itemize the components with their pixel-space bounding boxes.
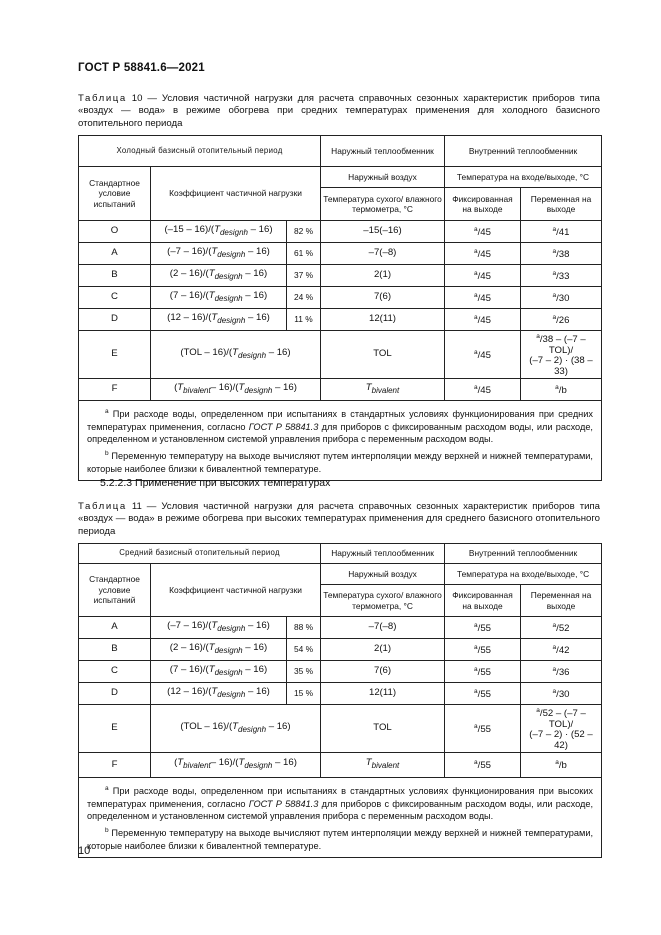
row-fixed-out: $^a$/55 — [445, 617, 521, 639]
row-coefficient: $(-7 - 16)/(T_{designh} - 16)$ — [151, 243, 287, 265]
row-air-temp: –15(–16) — [321, 221, 445, 243]
t10-note-a: $^a$ При расходе воды, определенном при испытаниях в стандартных условиях функционирования при средних температурах применения, согласно ГОСТ Р 58841.3 для приборов с фиксированным расходом воды, или расходе, определенном и установленном системой управления прибора с переменным расходом воды. — [87, 408, 593, 445]
row-air-temp: –7(–8) — [321, 617, 445, 639]
table10-caption-text: 10 — Условия частичной нагрузки для расчета справочных сезонных характеристик приборов типа «воздух — вода» в режиме обогрева при средних температурах применения для холодного базисного отопительного периода — [78, 93, 600, 129]
t11-row-f-var: $^a$/b — [521, 753, 602, 778]
t11-head-condition: Стандартное условие испытаний — [79, 564, 151, 617]
t11-head-variable: Переменная на выходе — [521, 585, 602, 617]
row-fixed-out: $^a$/45 — [445, 287, 521, 309]
t10-head-condition: Стандартное условие испытаний — [79, 167, 151, 221]
t11-head-inlet-outlet: Температура на входе/выходе, °С — [445, 564, 602, 585]
table11 — [78, 543, 602, 858]
row-fixed-out: $^a$/55 — [445, 639, 521, 661]
row-condition: B — [79, 265, 151, 287]
row-condition: O — [79, 221, 151, 243]
row-variable-out: $^a$/41 — [521, 221, 602, 243]
table-row — [79, 221, 602, 243]
t10-head-period: Холодный базисный отопительный период — [79, 136, 321, 167]
t11-head-period: Средний базисный отопительный период — [79, 544, 321, 564]
row-condition: D — [79, 309, 151, 331]
t10-row-e-air: TOL — [321, 331, 445, 379]
t10-row-e-cond: E — [79, 331, 151, 379]
t11-head-coef: Коэффициент частичной нагрузки — [151, 564, 321, 617]
table-row — [79, 753, 602, 778]
row-variable-out: $^a$/33 — [521, 265, 602, 287]
t11-notes — [79, 778, 602, 858]
row-percent: 54 % — [287, 639, 321, 661]
row-variable-out: $^a$/52 — [521, 617, 602, 639]
t11-row-e-fixed: $^a$/55 — [445, 705, 521, 753]
t10-head-outdoor-air: Наружный воздух — [321, 167, 445, 188]
table-row — [79, 331, 602, 379]
section-title: 5.2.2.3 Применение при высоких температурах — [100, 477, 331, 489]
t11-head-indoor-hx: Внутренний теплообменник — [445, 544, 602, 564]
row-condition: A — [79, 243, 151, 265]
table11-caption — [78, 501, 600, 538]
table11-caption-label: Таблица — [78, 501, 127, 512]
t11-head-dry-wet: Температура сухого/ влажного термометра, °С — [321, 585, 445, 617]
row-percent: 35 % — [287, 661, 321, 683]
t10-notes — [79, 401, 602, 481]
t10-row-f-air: $T_{bivalent}$ — [321, 379, 445, 401]
row-air-temp: 2(1) — [321, 639, 445, 661]
row-fixed-out: $^a$/45 — [445, 243, 521, 265]
table-row — [79, 661, 602, 683]
row-variable-out: $^a$/42 — [521, 639, 602, 661]
row-condition: C — [79, 661, 151, 683]
row-percent: 82 % — [287, 221, 321, 243]
t11-note-b: $^b$ Переменную температуру на выходе вычисляют путем интерполяции между верхней и нижней температурами, которые наиболее близки к бивалентной температуре. — [87, 827, 594, 851]
t10-head-coef: Коэффициент частичной нагрузки — [151, 167, 321, 221]
row-coefficient: $(7 - 16)/(T_{designh} - 16)$ — [151, 287, 287, 309]
table-row — [79, 379, 602, 401]
t11-head-outdoor-hx: Наружный теплообменник — [321, 544, 445, 564]
row-fixed-out: $^a$/55 — [445, 661, 521, 683]
row-fixed-out: $^a$/45 — [445, 221, 521, 243]
t11-row-f-cond: F — [79, 753, 151, 778]
page-number: 10 — [78, 845, 91, 857]
t10-row-e-var: $^a$/38 – (–7 – TOL)/ (–7 – 2) · (38 – 33) — [521, 331, 602, 379]
row-variable-out: $^a$/30 — [521, 683, 602, 705]
row-air-temp: 7(6) — [321, 287, 445, 309]
table-row — [79, 617, 602, 639]
t11-row-e-var: $^a$/52 – (–7 – TOL)/ (–7 – 2) · (52 – 42) — [521, 705, 602, 753]
table-row — [79, 683, 602, 705]
row-condition: A — [79, 617, 151, 639]
table-row — [79, 705, 602, 753]
t10-row-f-cond: F — [79, 379, 151, 401]
row-variable-out: $^a$/38 — [521, 243, 602, 265]
row-coefficient: $(12 - 16)/(T_{designh} - 16)$ — [151, 683, 287, 705]
t11-row-e-coef: $(TOL - 16)/(T_{designh} - 16)$ — [151, 705, 321, 753]
row-fixed-out: $^a$/45 — [445, 265, 521, 287]
row-percent: 11 % — [287, 309, 321, 331]
row-condition: B — [79, 639, 151, 661]
row-variable-out: $^a$/30 — [521, 287, 602, 309]
t10-row-f-var: $^a$/b — [521, 379, 602, 401]
row-air-temp: –7(–8) — [321, 243, 445, 265]
t11-row-f-coef: ($T_{bivalent}-$ $16)/(T_{designh} - 16)$ — [151, 753, 321, 778]
t10-note-b: $^b$ Переменную температуру на выходе вычисляют путем интерполяции между верхней и нижней температурами, которые наиболее близки к бивалентной температуре. — [87, 450, 593, 474]
t10-row-f-fixed: $^a$/45 — [445, 379, 521, 401]
row-condition: D — [79, 683, 151, 705]
t11-head-outdoor-air: Наружный воздух — [321, 564, 445, 585]
t10-row-e-fixed: $^a$/45 — [445, 331, 521, 379]
t10-row-e-coef: $(TOL - 16)/(T_{designh} - 16)$ — [151, 331, 321, 379]
row-coefficient: $(7 - 16)/(T_{designh} - 16)$ — [151, 661, 287, 683]
table-row — [79, 265, 602, 287]
row-variable-out: $^a$/36 — [521, 661, 602, 683]
row-coefficient: $(2 - 16)/(T_{designh} - 16)$ — [151, 639, 287, 661]
t11-head-fixed: Фиксированная на выходе — [445, 585, 521, 617]
row-condition: C — [79, 287, 151, 309]
t10-head-fixed: Фиксированная на выходе — [445, 188, 521, 221]
t11-row-e-air: TOL — [321, 705, 445, 753]
row-percent: 61 % — [287, 243, 321, 265]
row-coefficient: $(-15 - 16)/(T_{designh} - 16)$ — [151, 221, 287, 243]
row-air-temp: 12(11) — [321, 683, 445, 705]
t11-row-f-air: $T_{bivalent}$ — [321, 753, 445, 778]
t10-head-variable: Переменная на выходе — [521, 188, 602, 221]
table10-caption-label: Таблица — [78, 93, 127, 104]
t11-note-a: $^a$ При расходе воды, определенном при испытаниях в стандартных условиях функционирования при высоких температурах применения, согласно ГОСТ Р 58841.3 для приборов с фиксированным расходом воды, или расходе, определенном и установленном системой управления прибора с переменным расходом воды. — [87, 785, 594, 822]
t10-head-inlet-outlet: Температура на входе/выходе, °С — [445, 167, 602, 188]
row-percent: 37 % — [287, 265, 321, 287]
table-row — [79, 287, 602, 309]
table10 — [78, 135, 602, 481]
row-variable-out: $^a$/26 — [521, 309, 602, 331]
row-coefficient: $(12 - 16)/(T_{designh} - 16)$ — [151, 309, 287, 331]
t10-head-indoor-hx: Внутренний теплообменник — [445, 136, 602, 167]
table-row — [79, 639, 602, 661]
t11-row-f-fixed: $^a$/55 — [445, 753, 521, 778]
document-header: ГОСТ Р 58841.6—2021 — [78, 62, 205, 74]
row-coefficient: $(-7 - 16)/(T_{designh} - 16)$ — [151, 617, 287, 639]
t10-head-outdoor-hx: Наружный теплообменник — [321, 136, 445, 167]
row-coefficient: $(2 - 16)/(T_{designh} - 16)$ — [151, 265, 287, 287]
row-fixed-out: $^a$/55 — [445, 683, 521, 705]
row-air-temp: 7(6) — [321, 661, 445, 683]
t11-row-e-cond: E — [79, 705, 151, 753]
t10-row-f-coef: ($T_{bivalent}-$ $16)/(T_{designh} - 16)$ — [151, 379, 321, 401]
table10-caption — [78, 93, 600, 130]
row-air-temp: 12(11) — [321, 309, 445, 331]
table-row — [79, 309, 602, 331]
row-percent: 88 % — [287, 617, 321, 639]
table11-caption-text: 11 — Условия частичной нагрузки для расчета справочных сезонных характеристик приборов типа «воздух — вода» в режиме обогрева при высоких температурах применения для среднего базисного отопительного периода — [78, 501, 600, 537]
row-fixed-out: $^a$/45 — [445, 309, 521, 331]
t10-head-dry-wet: Температура сухого/ влажного термометра, °С — [321, 188, 445, 221]
row-percent: 24 % — [287, 287, 321, 309]
row-air-temp: 2(1) — [321, 265, 445, 287]
table-row — [79, 243, 602, 265]
row-percent: 15 % — [287, 683, 321, 705]
